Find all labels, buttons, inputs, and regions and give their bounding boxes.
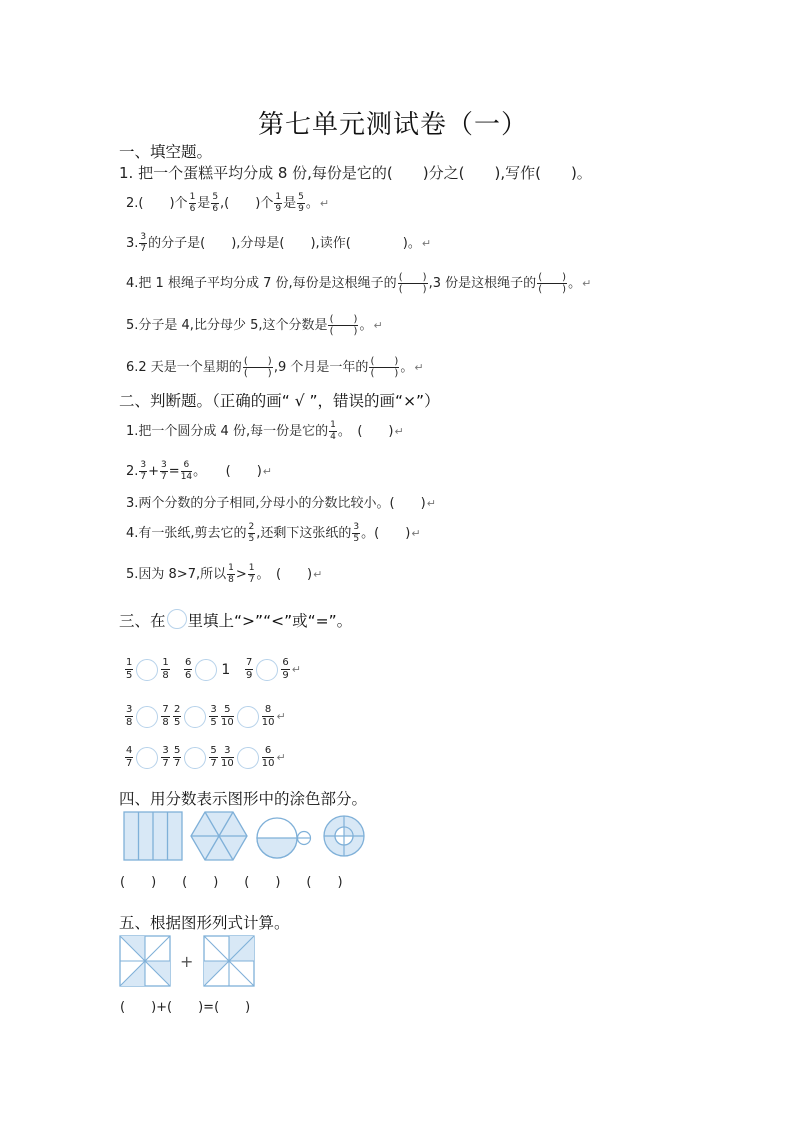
blank-fraction: ( ) ( ) [370, 356, 399, 379]
answer-circle[interactable] [195, 659, 217, 681]
fraction: $\frac{1}{9}$ [275, 192, 282, 214]
answer-circle[interactable] [256, 659, 278, 681]
judge-3: 3.两个分数的分子相同,分母小的分数比较小。( )↵ [126, 496, 436, 511]
return-mark: ↵ [373, 319, 383, 332]
answer-circle[interactable] [136, 747, 158, 769]
section-heading-shaded: 四、用分数表示图形中的涂色部分。 [119, 790, 368, 808]
return-mark: ↵ [414, 361, 424, 374]
answer-circle[interactable] [184, 706, 206, 728]
question-6: 6.2 天是一个星期的 ( ) ( ) ,9 个月是一年的 ( ) ( ) 。↵ [126, 356, 424, 379]
blank-fraction: ( ) ( ) [398, 272, 427, 295]
circle-half-figure [257, 818, 311, 858]
hexagon-figure [191, 812, 247, 860]
return-mark: ↵ [411, 527, 421, 540]
compare-item-2-1: $\frac{3}{8}$ $\frac{7}{8}$ [126, 704, 169, 728]
section-heading-judge: 二、判断题。（正确的画“ √ ”，错误的画“×”） [119, 392, 440, 410]
fraction: $\frac{3}{7}$ [140, 460, 147, 482]
judge-1: 1.把一个圆分成 4 份,每一份是它的 $\frac{1}{4}$ 。 ( )↵ [126, 420, 404, 442]
question-4: 4.把 1 根绳子平均分成 7 份,每份是这根绳子的 ( ) ( ) ,3 份是这根绳子的 ( ) ( ) 。↵ [126, 272, 592, 295]
fraction: $\frac{5}{6}$ [212, 192, 219, 214]
question-2: 2.( )个 $\frac{1}{6}$ 是 $\frac{5}{6}$ ,( )个 $\frac{1}{9}$ 是 $\frac{5}{9}$ 。↵ [126, 192, 330, 214]
return-mark: ↵ [319, 197, 330, 210]
return-mark: ↵ [582, 277, 592, 290]
return-mark: ↵ [262, 465, 273, 478]
section-heading-compare: 三、在 里填上“>”“<”或“=”。 [119, 609, 352, 631]
rectangle-figure [124, 812, 182, 860]
compare-item-2-3: $\frac{5}{10}$ $\frac{8}{10}$ ↵ [221, 704, 286, 728]
fraction: $\frac{1}{8}$ [228, 563, 234, 585]
return-mark: ↵ [426, 497, 436, 510]
compare-item-3-3: $\frac{3}{10}$ $\frac{6}{10}$ ↵ [221, 745, 286, 769]
calc-expression: ( )+( )=( ) [120, 1000, 251, 1015]
section-heading-calc: 五、根据图形列式计算。 [119, 914, 290, 932]
compare-item-3-1: $\frac{4}{7}$ $\frac{3}{7}$ [126, 745, 169, 769]
blank-fraction: ( ) ( ) [538, 272, 567, 295]
shaded-answers: ( ) ( ) ( ) ( ) [120, 875, 343, 890]
answer-circle[interactable] [237, 706, 259, 728]
question-3: 3. $\frac{3}{7}$ 的分子是( ),分母是( ),读作( )。↵ [126, 232, 432, 254]
judge-4: 4.有一张纸,剪去它的 $\frac{2}{5}$ ,还剩下这张纸的 $\frac{3}{5}$ 。( )↵ [126, 522, 421, 544]
plus-sign: + [180, 952, 194, 971]
answer-circle[interactable] [136, 659, 158, 681]
fraction: $\frac{3}{7}$ [161, 460, 167, 482]
fraction: $\frac{5}{9}$ [298, 192, 304, 214]
answer-circle[interactable] [184, 747, 206, 769]
judge-2: 2. $\frac{3}{7}$ + $\frac{3}{7}$ = $\frac{6}{14}$ 。 ( )↵ [126, 460, 273, 482]
fraction: $\frac{3}{7}$ [140, 232, 147, 254]
section-heading-fill-blank: 一、填空题。 [119, 143, 213, 161]
fraction: $\frac{1}{4}$ [330, 420, 336, 442]
compare-item-1-2: $\frac{6}{6}$ 1 [185, 657, 231, 681]
fraction: $\frac{2}{5}$ [248, 522, 255, 544]
judge-5: 5.因为 8>7,所以 $\frac{1}{8}$ > $\frac{1}{7}$ 。 ( )↵ [126, 563, 323, 585]
answer-circle[interactable] [237, 747, 259, 769]
square-figure-right [204, 936, 254, 986]
return-mark: ↵ [313, 568, 323, 581]
square-figure-left [120, 936, 170, 986]
page-title: 第七单元测试卷（一） [258, 110, 529, 140]
compare-item-3-2: $\frac{5}{7}$ $\frac{5}{7}$ [174, 745, 217, 769]
fraction: $\frac{1}{7}$ [248, 563, 255, 585]
question-5: 5.分子是 4,比分母少 5,这个分数是 ( ) ( ) 。↵ [126, 314, 383, 337]
answer-circle[interactable] [167, 609, 187, 629]
fraction: $\frac{1}{6}$ [189, 192, 196, 214]
return-mark: ↵ [421, 237, 432, 250]
compare-item-1-1: $\frac{1}{5}$ $\frac{1}{8}$ [126, 657, 169, 681]
compare-item-2-2: $\frac{2}{5}$ $\frac{3}{5}$ [174, 704, 217, 728]
shaded-figures [118, 808, 378, 864]
answer-circle[interactable] [136, 706, 158, 728]
blank-fraction: ( ) ( ) [243, 356, 272, 379]
fraction: $\frac{6}{14}$ [180, 460, 193, 482]
fraction: $\frac{3}{5}$ [353, 522, 360, 544]
question-1: 1. 把一个蛋糕平均分成 8 份,每份是它的( )分之( ),写作( )。 [119, 164, 592, 182]
blank-fraction: ( ) ( ) [329, 314, 358, 337]
return-mark: ↵ [394, 425, 404, 438]
ring-figure [324, 816, 364, 856]
compare-item-1-3: $\frac{7}{9}$ $\frac{6}{9}$ ↵ [246, 657, 301, 681]
